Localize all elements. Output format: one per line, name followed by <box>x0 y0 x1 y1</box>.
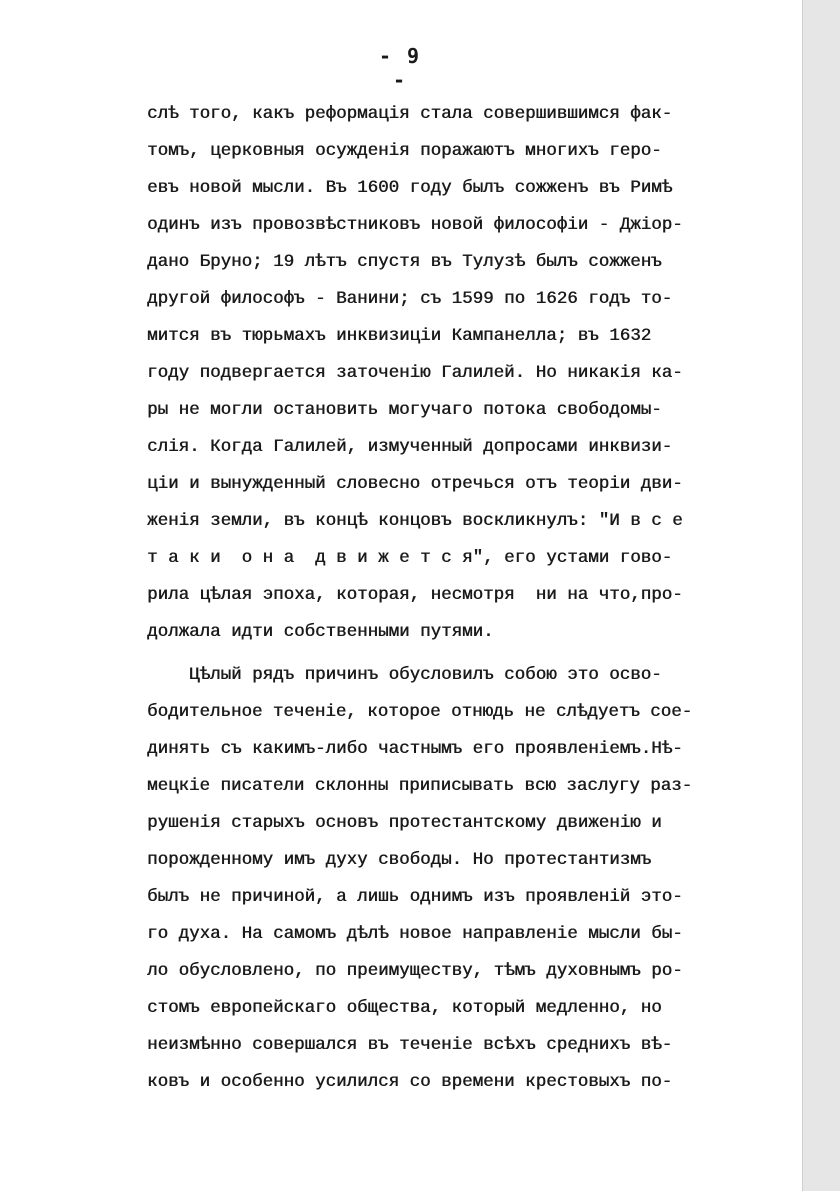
text-line: евъ новой мысли. Въ 1600 году былъ сожженъ въ Римѣ <box>147 178 673 198</box>
text-line: мецкіе писатели склонны приписывать всю заслугу раз- <box>147 776 693 796</box>
text-line: слія. Когда Галилей, измученный допросами инквизи- <box>147 437 673 457</box>
text-line: другой философъ - Ванини; съ 1599 по 1626 годъ то- <box>147 289 673 309</box>
text-line: бодительное теченіе, которое отнюдь не слѣдуетъ сое- <box>147 702 693 722</box>
text-line: дано Бруно; 19 лѣтъ спустя въ Тулузѣ былъ сожженъ <box>147 252 662 272</box>
text-line: ло обусловлено, по преимуществу, тѣмъ духовнымъ ро- <box>147 961 683 981</box>
text-line: женія земли, въ концѣ концовъ воскликнулъ: "И в с е <box>147 511 683 531</box>
text-line: одинъ изъ провозвѣстниковъ новой философіи - Джіор- <box>147 215 683 235</box>
text-line: неизмѣнно совершался въ теченіе всѣхъ среднихъ вѣ- <box>147 1035 673 1055</box>
text-line: ры не могли остановить могучаго потока свободомы- <box>147 400 662 420</box>
text-line: мится въ тюрьмахъ инквизиціи Кампанелла; въ 1632 <box>147 326 652 346</box>
text-line: должала идти собственными путями. <box>147 622 494 642</box>
text-line: порожденному имъ духу свободы. Но протестантизмъ <box>147 850 652 870</box>
text-line: динять съ какимъ-либо частнымъ его проявленіемъ.Нѣ- <box>147 739 683 759</box>
text-line: ковъ и особенно усилился со времени крестовыхъ по- <box>147 1072 673 1092</box>
text-line: году подвергается заточенію Галилей. Но никакія ка- <box>147 363 683 383</box>
text-line: стомъ европейскаго общества, который медленно, но <box>147 998 662 1018</box>
text-line: т а к и о н а д в и ж е т с я", его устами гово- <box>147 548 673 568</box>
text-line: слѣ того, какъ реформація стала совершившимся фак- <box>147 104 673 124</box>
page-number: - 9 - <box>378 44 422 92</box>
text-line: былъ не причиной, а лишь однимъ изъ проявленій это- <box>147 887 683 907</box>
text-line: го духа. На самомъ дѣлѣ новое направленіе мысли бы- <box>147 924 683 944</box>
text-line: рила цѣлая эпоха, которая, несмотря ни на что,про- <box>147 585 683 605</box>
text-line: томъ, церковныя осужденія поражаютъ многихъ геро- <box>147 141 662 161</box>
page-edge-shadow <box>802 0 840 1191</box>
text-line: ціи и вынужденный словесно отречься отъ теоріи дви- <box>147 474 683 494</box>
text-line: рушенія старыхъ основъ протестантскому движенію и <box>147 813 662 833</box>
text-line: Цѣлый рядъ причинъ обусловилъ собою это осво- <box>147 665 662 685</box>
